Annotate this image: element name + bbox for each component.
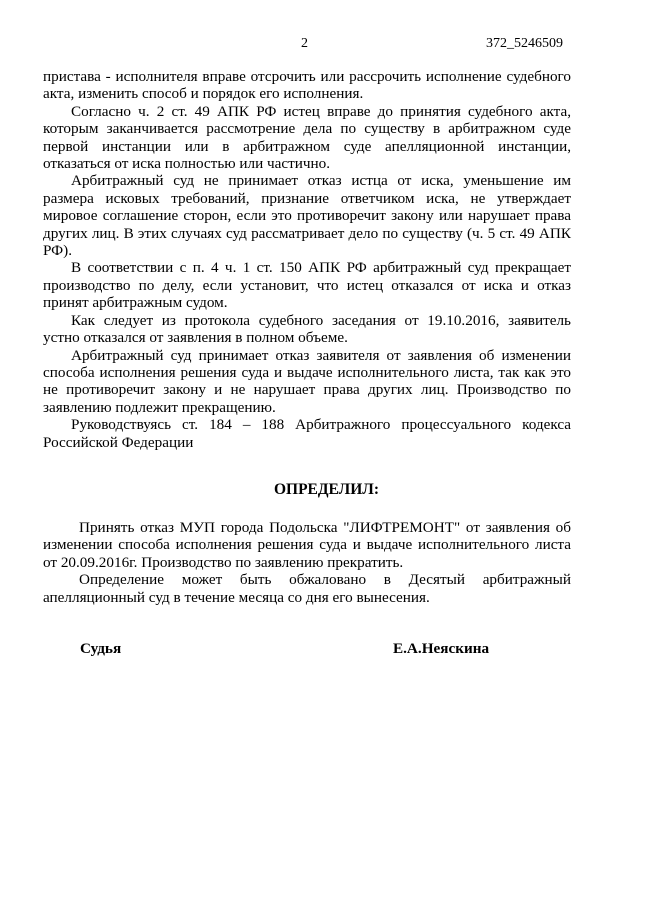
signature-title: Судья — [80, 640, 122, 657]
resolution-paragraph: Принять отказ МУП города Подольска "ЛИФТРЕМОНТ" от заявления об изменении способа исполнения решения суда и выдаче исполнительного листа от 20.09.2016г. Производство по заявлению прекратить. — [43, 519, 571, 571]
resolution-paragraph: Определение может быть обжаловано в Десятый арбитражный апелляционный суд в течение месяца со дня его вынесения. — [43, 571, 571, 606]
paragraph: Согласно ч. 2 ст. 49 АПК РФ истец вправе до принятия судебного акта, которым заканчивается рассмотрение дела по существу в арбитражном суде первой инстанции или в арбитражном суде апелляционной инстанции, отказаться от иска полностью или частично. — [43, 102, 571, 173]
paragraph: Арбитражный суд не принимает отказ истца от иска, уменьшение им размера исковых требований, признание ответчиком иска, не утверждает мировое соглашение сторон, если это противоречит закону или нарушает права других лиц. В этих случаях суд рассматривает дело по существу (ч. 5 ст. 49 АПК РФ). — [43, 172, 571, 260]
body-text — [43, 68, 571, 451]
paragraph: Как следует из протокола судебного заседания от 19.10.2016, заявитель устно отказался от заявления в полном объеме. — [43, 311, 571, 347]
paragraph: пристава - исполнителя вправе отсрочить или рассрочить исполнение судебного акта, изменить способ и порядок его исполнения. — [43, 68, 571, 103]
paragraph: Арбитражный суд принимает отказ заявителя от заявления об изменении способа исполнения решения суда и выдаче исполнительного листа, так как это не противоречит закону и не нарушает права других лиц. Производство по заявлению подлежит прекращению. — [43, 346, 571, 416]
decree-heading: ОПРЕДЕЛИЛ: — [273, 481, 380, 498]
signature-name: Е.А.Неяскина — [393, 640, 490, 657]
paragraph: Руководствуясь ст. 184 – 188 Арбитражного процессуального кодекса Российской Федерации — [43, 416, 571, 451]
page-number: 2 — [301, 36, 308, 51]
resolution-text — [43, 519, 571, 606]
document-id: 372_5246509 — [486, 36, 563, 51]
paragraph: В соответствии с п. 4 ч. 1 ст. 150 АПК РФ арбитражный суд прекращает производство по делу, если установит, что истец отказался от иска и отказ принят арбитражным судом. — [43, 259, 571, 312]
